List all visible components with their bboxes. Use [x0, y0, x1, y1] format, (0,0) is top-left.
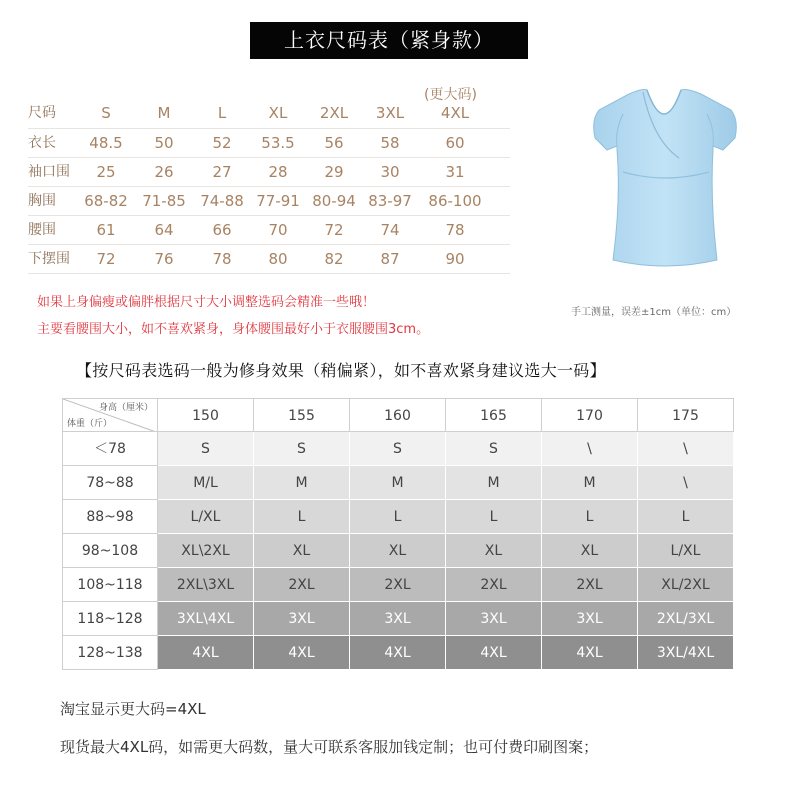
height-header: 155 [254, 398, 350, 432]
size-cell: 72 [96, 250, 116, 268]
size-cell: 78 [212, 250, 232, 268]
fit-size-cell: 4XL [446, 636, 542, 670]
height-header: 170 [542, 398, 638, 432]
fit-size-cell: 4XL [254, 636, 350, 670]
size-cell: 25 [96, 163, 116, 181]
size-cell: 58 [380, 134, 400, 152]
size-row-label: 下摆围 [28, 251, 70, 267]
size-cell: 60 [445, 134, 465, 152]
size-cell: 78 [445, 221, 465, 239]
size-cell: 80 [268, 250, 288, 268]
size-cell: 30 [380, 163, 400, 181]
size-cell: 64 [154, 221, 174, 239]
fit-size-cell: \ [638, 466, 734, 500]
size-cell: 76 [154, 250, 174, 268]
size-row-label: 尺码 [28, 105, 56, 121]
fit-size-cell: L/XL [158, 500, 254, 534]
size-row [28, 186, 510, 215]
height-header: 160 [350, 398, 446, 432]
size-cell: 82 [324, 250, 344, 268]
table-corner [62, 398, 158, 432]
fit-size-cell: XL [446, 534, 542, 568]
size-cell: 53.5 [261, 134, 295, 152]
size-cell: 83-97 [368, 192, 412, 210]
size-cell: 27 [212, 163, 232, 181]
size-cell: 66 [212, 221, 232, 239]
fit-size-cell: 3XL [542, 602, 638, 636]
size-chart-bottom-rule [28, 273, 510, 274]
height-header: 165 [446, 398, 542, 432]
size-cell: 2XL [319, 104, 349, 122]
weight-label: 108~118 [62, 568, 158, 602]
size-cell: 86-100 [428, 192, 482, 210]
size-row-label: 胸围 [28, 193, 56, 209]
fit-size-cell: M [254, 466, 350, 500]
fit-size-cell: 2XL/3XL [638, 602, 734, 636]
fit-size-cell: XL [542, 534, 638, 568]
size-row [28, 99, 510, 128]
size-row-label: 衣长 [28, 135, 56, 151]
size-cell: 71-85 [142, 192, 186, 210]
size-cell: 56 [324, 134, 344, 152]
fit-size-cell: 2XL [254, 568, 350, 602]
size-cell: 3XL [375, 104, 405, 122]
size-cell: 29 [324, 163, 344, 181]
size-cell: 50 [154, 134, 174, 152]
note-red-2: 主要看腰围大小，如不喜欢紧身，身体腰围最好小于衣服腰围3cm。 [37, 322, 430, 337]
size-cell: 52 [212, 134, 232, 152]
fit-size-cell: M/L [158, 466, 254, 500]
height-header: 175 [638, 398, 734, 432]
fit-size-cell: L [254, 500, 350, 534]
size-cell: 26 [154, 163, 174, 181]
weight-label: 98~108 [62, 534, 158, 568]
size-row-label: 腰围 [28, 222, 56, 238]
weight-label: 118~128 [62, 602, 158, 636]
size-row [28, 215, 510, 244]
fit-size-cell: S [350, 432, 446, 466]
fit-size-cell: XL [350, 534, 446, 568]
page-title: 上衣尺码表（紧身款） [250, 22, 528, 59]
size-cell: L [217, 104, 227, 122]
size-cell: 90 [445, 250, 465, 268]
size-row-label: 袖口围 [28, 164, 70, 180]
fit-size-cell: \ [542, 432, 638, 466]
weight-label: 78~88 [62, 466, 158, 500]
size-cell: 61 [96, 221, 116, 239]
weight-label: 128~138 [62, 636, 158, 670]
fit-size-cell: XL\2XL [158, 534, 254, 568]
fit-heading: 【按尺码表选码一般为修身效果（稍偏紧），如不喜欢紧身建议选大一码】 [76, 361, 606, 380]
fit-size-cell: 2XL\3XL [158, 568, 254, 602]
fit-size-cell: \ [638, 432, 734, 466]
fit-size-cell: L [638, 500, 734, 534]
fit-size-cell: L [446, 500, 542, 534]
size-cell: 28 [268, 163, 288, 181]
size-cell: S [101, 104, 111, 122]
shirt-image [583, 80, 745, 275]
size-cell: 77-91 [256, 192, 300, 210]
fit-size-cell: 3XL [446, 602, 542, 636]
footer-line-2: 现货最大4XL码，如需更大码数，量大可联系客服加钱定制；也可付费印刷图案； [60, 738, 599, 756]
size-cell: XL [268, 104, 288, 122]
size-row [28, 128, 510, 157]
size-cell: M [157, 104, 171, 122]
size-cell: 72 [324, 221, 344, 239]
footer-line-1: 淘宝显示更大码=4XL [60, 700, 206, 718]
fit-size-cell: S [254, 432, 350, 466]
bigger-size-tag: (更大码) [424, 87, 477, 103]
weight-label: 88~98 [62, 500, 158, 534]
fit-size-cell: L/XL [638, 534, 734, 568]
fit-size-cell: 2XL [446, 568, 542, 602]
fit-size-cell: 3XL\4XL [158, 602, 254, 636]
size-cell: 48.5 [89, 134, 123, 152]
fit-size-cell: 3XL [254, 602, 350, 636]
fit-size-cell: 2XL [350, 568, 446, 602]
size-cell: 4XL [440, 104, 470, 122]
fit-size-cell: M [350, 466, 446, 500]
fit-size-cell: 4XL [158, 636, 254, 670]
size-row [28, 157, 510, 186]
size-cell: 87 [380, 250, 400, 268]
fit-size-cell: 2XL [542, 568, 638, 602]
size-cell: 31 [445, 163, 465, 181]
fit-size-cell: XL [254, 534, 350, 568]
size-cell: 74 [380, 221, 400, 239]
note-red-1: 如果上身偏瘦或偏胖根据尺寸大小调整选码会精准一些哦！ [37, 295, 376, 310]
measure-note: 手工测量，误差±1cm（单位：cm） [571, 307, 737, 318]
size-cell: 80-94 [312, 192, 356, 210]
weight-label: ＜78 [62, 432, 158, 466]
size-cell: 74-88 [200, 192, 244, 210]
corner-height-label: 身高（厘米） [98, 403, 153, 413]
fit-size-cell: 4XL [542, 636, 638, 670]
fit-size-cell: L [350, 500, 446, 534]
fit-table [62, 398, 734, 670]
fit-size-cell: S [158, 432, 254, 466]
size-cell: 68-82 [84, 192, 128, 210]
fit-size-cell: 3XL/4XL [638, 636, 734, 670]
height-header: 150 [158, 398, 254, 432]
fit-size-cell: 4XL [350, 636, 446, 670]
fit-size-cell: M [542, 466, 638, 500]
fit-size-cell: L [542, 500, 638, 534]
fit-size-cell: S [446, 432, 542, 466]
corner-weight-label: 体重（斤） [67, 419, 113, 429]
size-row [28, 244, 510, 273]
size-cell: 70 [268, 221, 288, 239]
fit-size-cell: XL/2XL [638, 568, 734, 602]
fit-size-cell: M [446, 466, 542, 500]
fit-size-cell: 3XL [350, 602, 446, 636]
